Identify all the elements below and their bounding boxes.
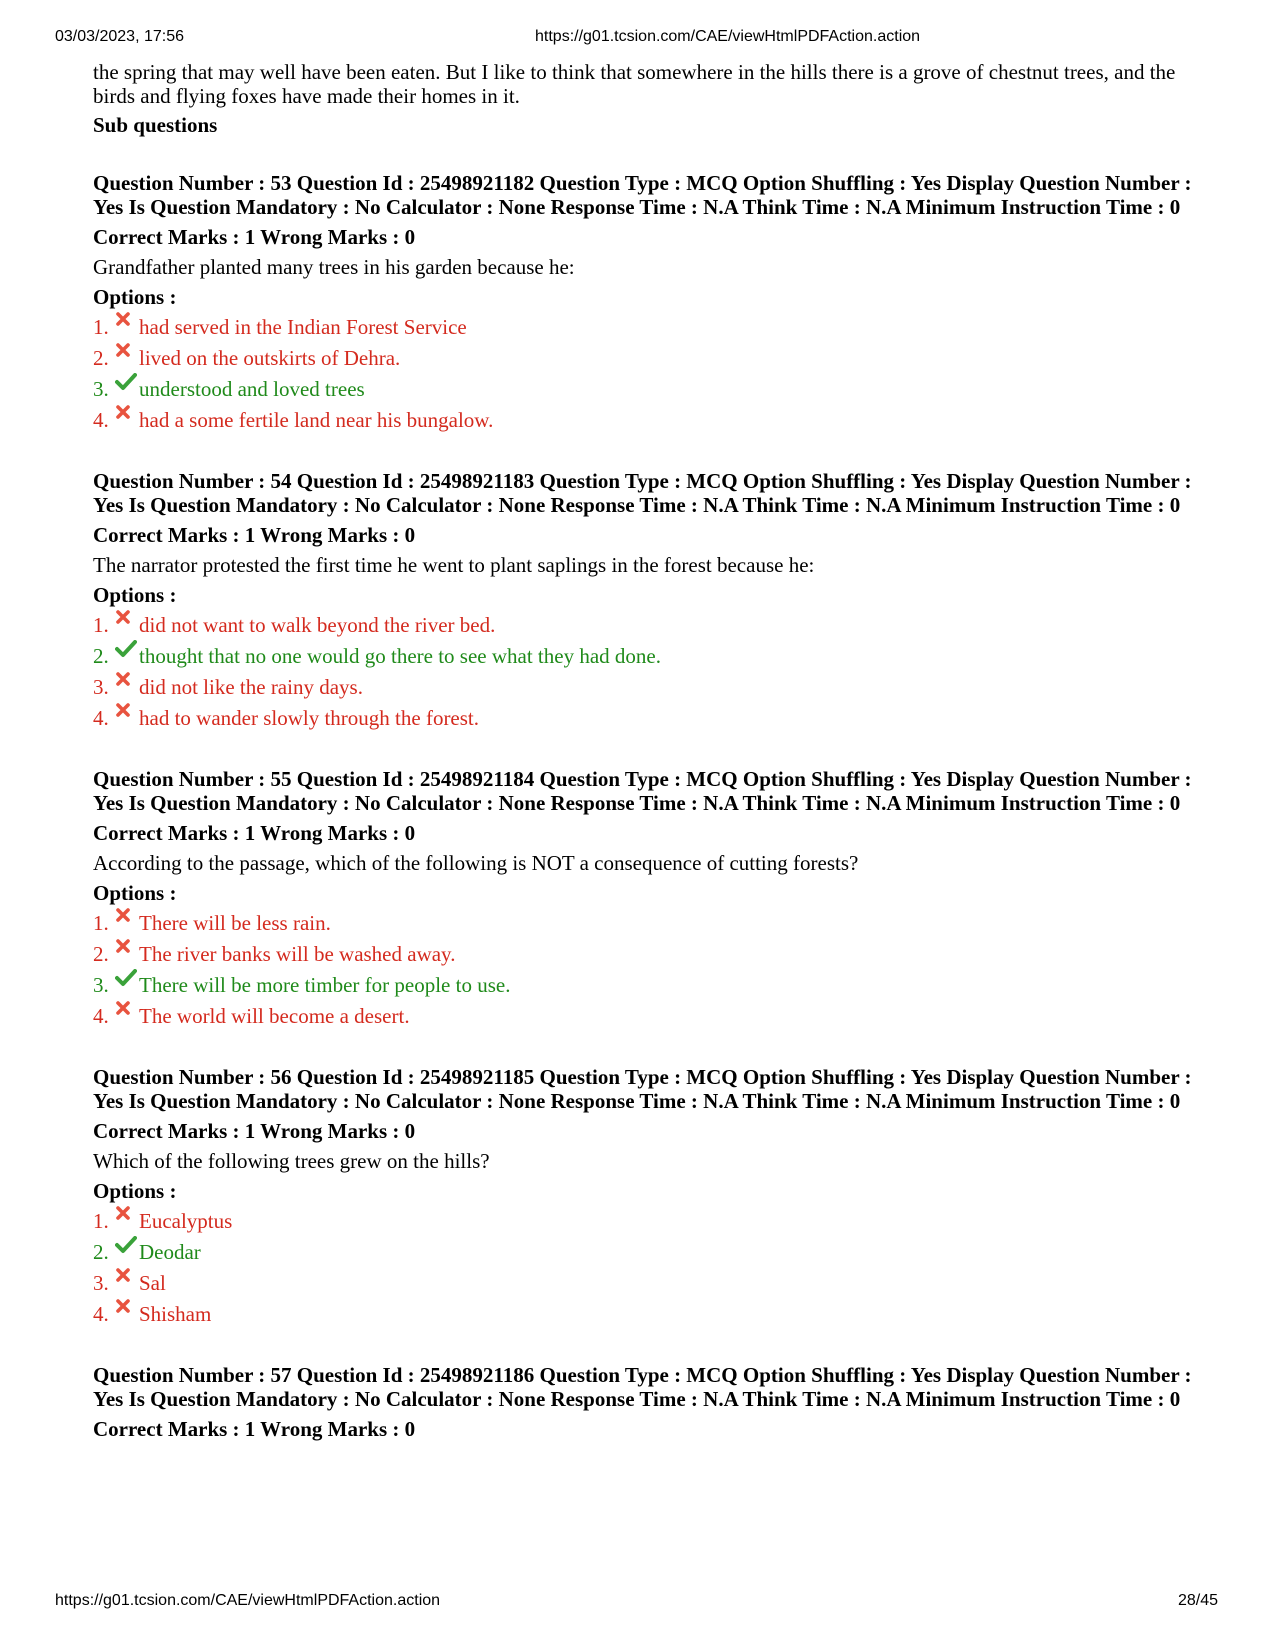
question-block [93, 767, 1213, 1029]
option-number: 1. [93, 1209, 109, 1233]
check-icon [115, 646, 139, 666]
option-item [93, 1003, 1213, 1029]
question-meta: Question Number : 55 Question Id : 25498921184 Question Type : MCQ Option Shuffling : Yes Display Question Number : Yes Is Question Mandatory : No Calculator : None Response Time : N.A Think Time : N.A Minimum Instruction Time : 0 [93, 767, 1192, 815]
option-number: 4. [93, 1302, 109, 1326]
question-text: Grandfather planted many trees in his garden because he: [93, 255, 575, 279]
option-text: Deodar [139, 1240, 201, 1264]
question-block [93, 1065, 1213, 1327]
option-number: 3. [93, 973, 109, 997]
option-item [93, 910, 1213, 936]
option-number: 4. [93, 706, 109, 730]
option-number: 3. [93, 377, 109, 401]
option-number: 1. [93, 613, 109, 637]
question-block [93, 1363, 1213, 1441]
sub-questions-heading: Sub questions [93, 113, 218, 137]
option-item [93, 643, 1213, 669]
option-item [93, 612, 1213, 638]
question-marks: Correct Marks : 1 Wrong Marks : 0 [93, 225, 416, 249]
page-number: 28/45 [1177, 1592, 1218, 1609]
question-meta: Question Number : 57 Question Id : 25498921186 Question Type : MCQ Option Shuffling : Yes Display Question Number : Yes Is Question Mandatory : No Calculator : None Response Time : N.A Think Time : N.A Minimum Instruction Time : 0 [93, 1363, 1192, 1411]
question-meta: Question Number : 53 Question Id : 25498921182 Question Type : MCQ Option Shuffling : Yes Display Question Number : Yes Is Question Mandatory : No Calculator : None Response Time : N.A Think Time : N.A Minimum Instruction Time : 0 [93, 171, 1192, 219]
cross-icon [115, 944, 139, 964]
check-icon [115, 975, 139, 995]
option-item [93, 674, 1213, 700]
option-item [93, 1301, 1213, 1327]
option-number: 4. [93, 1004, 109, 1028]
cross-icon [115, 1211, 139, 1231]
question-block [93, 171, 1213, 433]
option-text: did not want to walk beyond the river bed. [139, 613, 496, 637]
option-text: Sal [139, 1271, 166, 1295]
question-meta: Question Number : 54 Question Id : 25498921183 Question Type : MCQ Option Shuffling : Yes Display Question Number : Yes Is Question Mandatory : No Calculator : None Response Time : N.A Think Time : N.A Minimum Instruction Time : 0 [93, 469, 1192, 517]
option-text: lived on the outskirts of Dehra. [139, 346, 401, 370]
check-icon [115, 379, 139, 399]
option-text: had to wander slowly through the forest. [139, 706, 480, 730]
cross-icon [115, 677, 139, 697]
option-text: There will be less rain. [139, 911, 331, 935]
option-text: understood and loved trees [139, 377, 365, 401]
page-header [0, 28, 1275, 50]
question-text: According to the passage, which of the following is NOT a consequence of cutting forests? [93, 851, 859, 875]
option-text: had served in the Indian Forest Service [139, 315, 467, 339]
cross-icon [115, 615, 139, 635]
question-marks: Correct Marks : 1 Wrong Marks : 0 [93, 523, 416, 547]
cross-icon [115, 1006, 139, 1026]
question-marks: Correct Marks : 1 Wrong Marks : 0 [93, 1119, 416, 1143]
option-item [93, 376, 1213, 402]
question-text: The narrator protested the first time he went to plant saplings in the forest because he: [93, 553, 815, 577]
question-text: Which of the following trees grew on the hills? [93, 1149, 490, 1173]
question-list [93, 171, 1213, 1441]
page-footer [0, 1592, 1275, 1614]
option-item [93, 1270, 1213, 1296]
options-label: Options : [93, 285, 177, 309]
option-text: Shisham [139, 1302, 212, 1326]
option-text: There will be more timber for people to use. [139, 973, 511, 997]
cross-icon [115, 348, 139, 368]
option-text: The world will become a desert. [139, 1004, 410, 1028]
options-label: Options : [93, 583, 177, 607]
option-number: 3. [93, 675, 109, 699]
cross-icon [115, 913, 139, 933]
option-text: had a some fertile land near his bungalow. [139, 408, 494, 432]
option-number: 2. [93, 942, 109, 966]
option-item [93, 345, 1213, 371]
option-number: 1. [93, 315, 109, 339]
option-number: 1. [93, 911, 109, 935]
option-item [93, 972, 1213, 998]
options-label: Options : [93, 1179, 177, 1203]
question-marks: Correct Marks : 1 Wrong Marks : 0 [93, 821, 416, 845]
header-url: https://g01.tcsion.com/CAE/viewHtmlPDFAction.action [535, 28, 921, 45]
option-number: 4. [93, 408, 109, 432]
option-item [93, 705, 1213, 731]
cross-icon [115, 1304, 139, 1324]
check-icon [115, 1242, 139, 1262]
option-item [93, 1239, 1213, 1265]
option-number: 2. [93, 1240, 109, 1264]
question-block [93, 469, 1213, 731]
option-text: thought that no one would go there to see what they had done. [139, 644, 661, 668]
question-marks: Correct Marks : 1 Wrong Marks : 0 [93, 1417, 416, 1441]
cross-icon [115, 317, 139, 337]
option-number: 2. [93, 644, 109, 668]
document-body [93, 60, 1213, 1441]
cross-icon [115, 708, 139, 728]
option-item [93, 314, 1213, 340]
option-text: The river banks will be washed away. [139, 942, 456, 966]
option-item [93, 941, 1213, 967]
footer-url: https://g01.tcsion.com/CAE/viewHtmlPDFAction.action [55, 1592, 441, 1609]
option-text: Eucalyptus [139, 1209, 233, 1233]
print-datetime: 03/03/2023, 17:56 [55, 28, 185, 45]
cross-icon [115, 410, 139, 430]
option-item [93, 1208, 1213, 1234]
option-text: did not like the rainy days. [139, 675, 363, 699]
question-meta: Question Number : 56 Question Id : 25498921185 Question Type : MCQ Option Shuffling : Yes Display Question Number : Yes Is Question Mandatory : No Calculator : None Response Time : N.A Think Time : N.A Minimum Instruction Time : 0 [93, 1065, 1192, 1113]
option-number: 3. [93, 1271, 109, 1295]
options-label: Options : [93, 881, 177, 905]
option-number: 2. [93, 346, 109, 370]
passage-ending: the spring that may well have been eaten. But I like to think that somewhere in the hills there is a grove of chestnut trees, and the birds and flying foxes have made their homes in it. [93, 60, 1176, 108]
option-item [93, 407, 1213, 433]
cross-icon [115, 1273, 139, 1293]
